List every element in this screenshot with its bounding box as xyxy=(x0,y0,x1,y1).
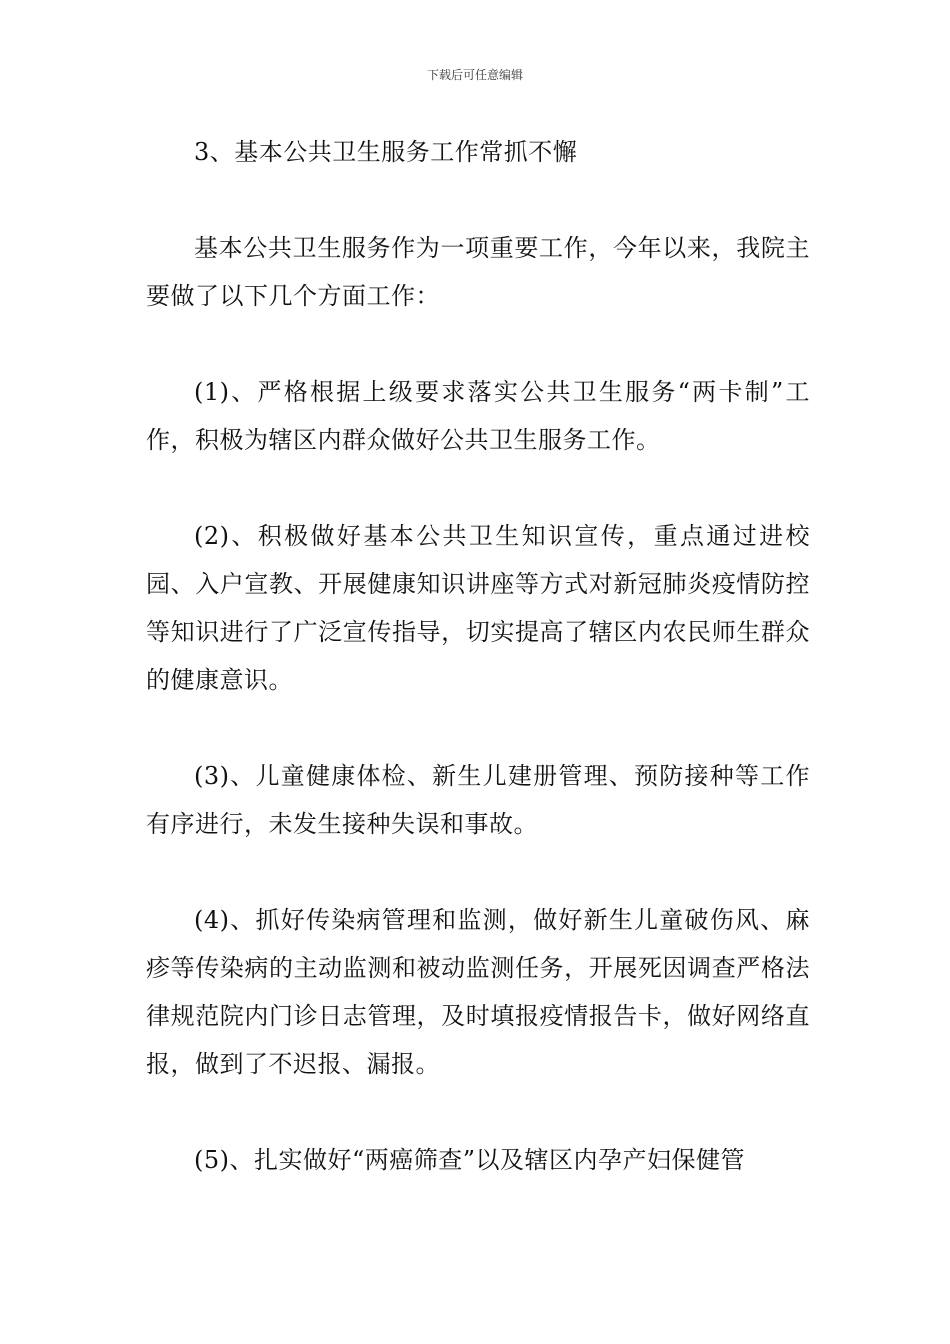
paragraph-item-5: (5)、扎实做好“两癌筛查”以及辖区内孕产妇保健管 xyxy=(194,1146,746,1174)
paragraph-item-1: (1)、严格根据上级要求落实公共卫生服务“两卡制”工作，积极为辖区内群众做好公共卫生服务工作。 xyxy=(146,378,810,454)
paragraph-item-2: (2)、积极做好基本公共卫生知识宣传，重点通过进校园、入户宣教、开展健康知识讲座等方式对新冠肺炎疫情防控等知识进行了广泛宣传指导，切实提高了辖区内农民师生群众的健康意识。 xyxy=(146,522,810,694)
document-body xyxy=(146,128,810,1232)
page-header: 下载后可任意编辑 xyxy=(426,68,523,82)
paragraph-item-3: (3)、儿童健康体检、新生儿建册管理、预防接种等工作有序进行，未发生接种失误和事故。 xyxy=(146,762,810,838)
paragraph-intro: 基本公共卫生服务作为一项重要工作，今年以来，我院主要做了以下几个方面工作： xyxy=(146,234,810,310)
paragraph-item-4: (4)、抓好传染病管理和监测，做好新生儿童破伤风、麻疹等传染病的主动监测和被动监测任务，开展死因调查严格法律规范院内门诊日志管理，及时填报疫情报告卡，做好网络直报，做到了不迟报、漏报。 xyxy=(146,906,810,1078)
section-heading: 3、基本公共卫生服务工作常抓不懈 xyxy=(194,138,578,166)
